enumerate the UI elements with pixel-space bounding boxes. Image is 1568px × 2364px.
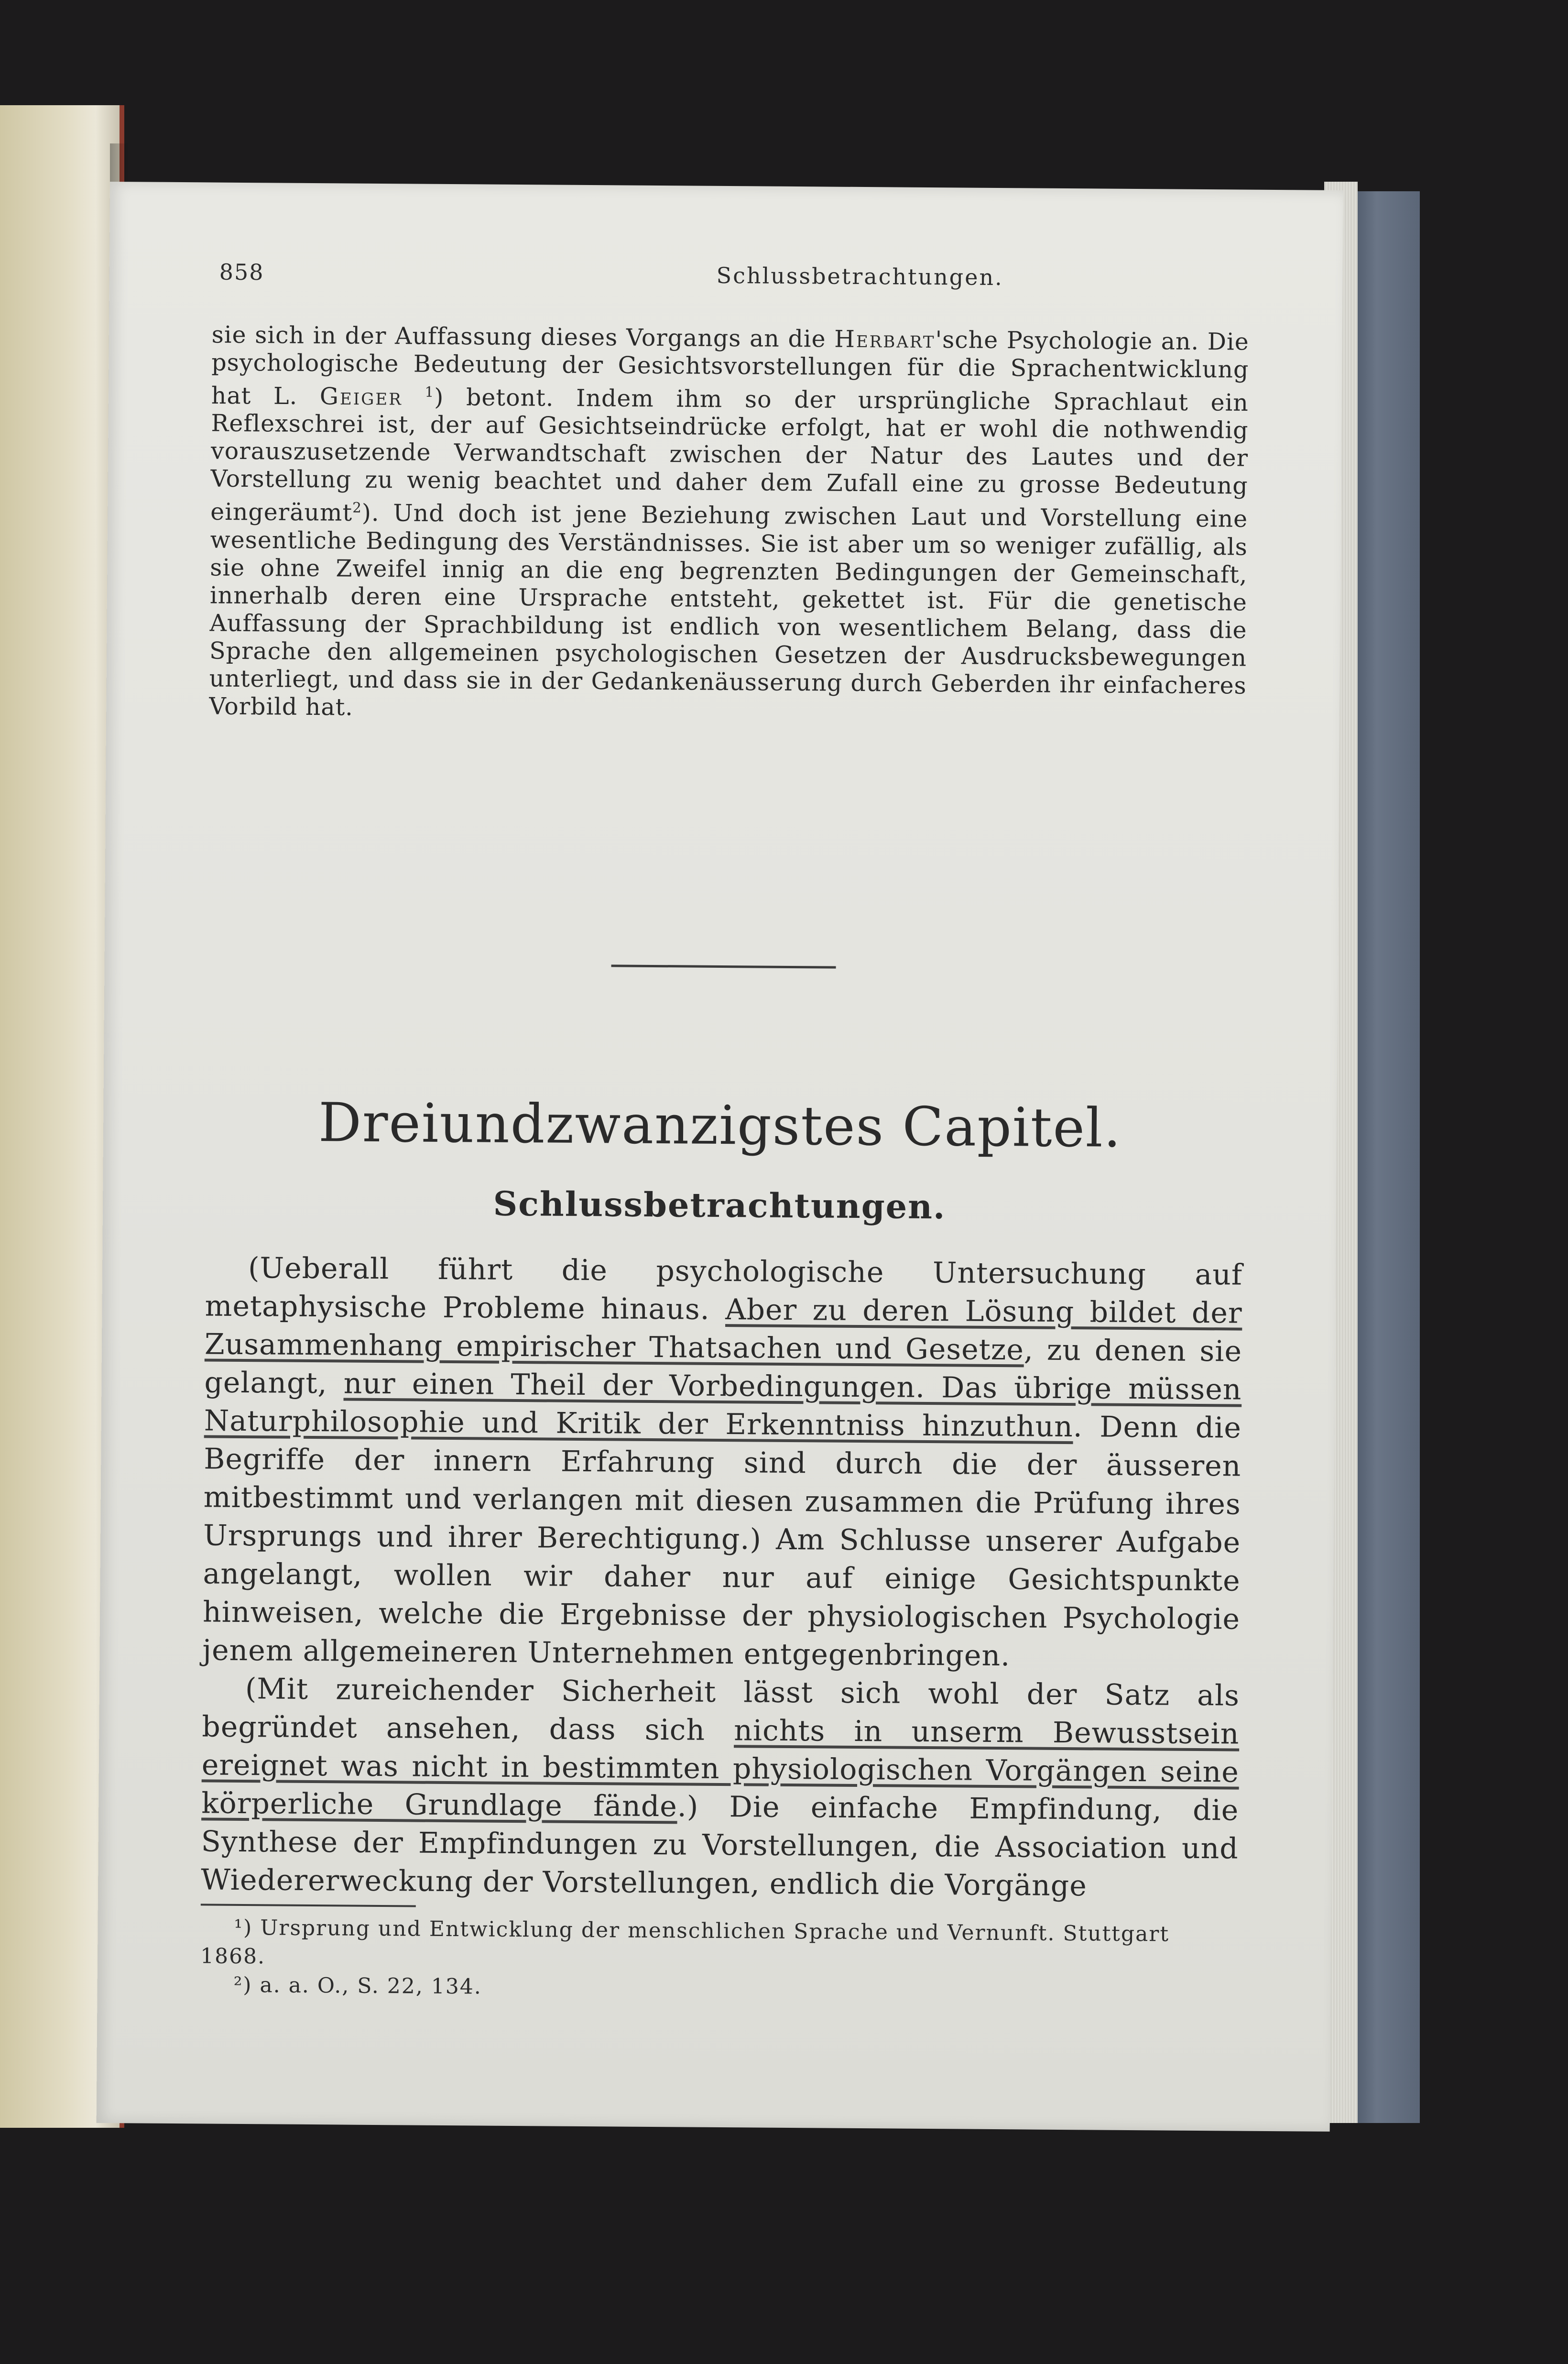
underlined-passage: nur einen Theil der Vorbedingungen. Das übrige müssen Naturphilosophie und Kritik der Erkenntniss hinzuthun (204, 1367, 1242, 1444)
chapter-title: Dreiundzwanzigstes Capitel. (318, 1092, 1122, 1160)
footnote-rule (201, 1904, 416, 1907)
paragraph-1 (202, 1248, 1242, 1676)
text-run: 'sche Psychologie an. Die psychologische Bedeutung der Gesichtsvorstellungen für die Sprachentwicklung hat L. (211, 326, 1249, 410)
footnote-1: ¹) Ursprung und Entwicklung der menschlichen Sprache und Vernunft. Stuttgart 1868. (200, 1915, 1170, 1969)
name-geiger: Geiger (319, 383, 403, 411)
text-run: (Ueberall führt die psychologische Untersuchung auf metaphysische Probleme hinaus. (205, 1251, 1243, 1327)
text-run: .) Die einfache Empfindung, die Synthese der Empfindungen zu Vorstellungen, die Association und Wiedererweckung der Vorstellungen, endlich die Vorgänge (200, 1790, 1239, 1903)
book-page (97, 182, 1343, 2132)
footnote-ref-2: 2 (352, 499, 362, 516)
text-run: ) betont. Indem ihm so der ursprüngliche Sprachlaut ein Reflexschrei ist, der auf Gesichtseindrücke erfolgt, hat er wohl die nothwendig vorauszusetzende Verwandtschaft zwischen der Natur des Lautes und der Vorstellung zu wenig beachtet und daher dem Zufall eine zu grosse Bedeutung eingeräumt (210, 383, 1249, 527)
running-title: Schlussbetrachtungen. (716, 262, 1003, 291)
page-number: 858 (219, 259, 264, 285)
text-run: . Denn die Begriffe der innern Erfahrung sind durch die der äusseren mitbestimmt und verlangen mit diesen zusammen die Prüfung ihres Ursprungs und ihrer Berechtigung.) Am Schlusse unserer Aufgabe angelangt, wollen wir daher nur auf einige Gesichtspunkte hinweisen, welche die Ergebnisse der physiologischen Psychologie jenem allgemeineren Unternehmen entgegenbringen. (202, 1410, 1242, 1673)
text-run: ). Und doch ist jene Beziehung zwischen Laut und Vorstellung eine wesentliche Bedingung des Verständnisses. Sie ist aber um so weniger zufällig, als sie ohne Zweifel innig an die eng begrenzten Bedingungen der Gemeinschaft, innerhalb deren eine Ursprache entsteht, gekettet ist. Für die genetische Auffassung der Sprachbildung ist endlich von wesentlichem Belang, dass die Sprache den allgemeinen psychologischen Gesetzen der Ausdrucksbewegungen unterliegt, und dass sie in der Gedankenäusserung durch Geberden ihr einfacheres Vorbild hat. (209, 499, 1248, 721)
paragraph-2 (201, 1669, 1240, 1906)
footnotes (200, 1913, 1238, 2006)
text-run: (Mit zureichender Sicherheit lässt sich wohl der Satz als begründet ansehen, dass sich (202, 1672, 1240, 1748)
chapter-body (201, 1248, 1242, 1906)
footnote-ref-1: 1 (425, 383, 435, 400)
running-head (219, 259, 1223, 292)
section-title: Schlussbetrachtungen. (493, 1183, 946, 1227)
continuation-paragraph (209, 321, 1249, 727)
text-run: , zu denen sie gelangt, (204, 1333, 1242, 1401)
section-divider-rule (611, 964, 836, 968)
underlined-passage: Aber zu deren Lösung bildet der Zusammenhang empirischer Thatsachen und Gesetze (204, 1293, 1242, 1367)
footnote-2: ²) a. a. O., S. 22, 134. (233, 1972, 482, 1999)
underlined-passage: nichts in unserm Bewusstsein ereignet was nicht in bestimmten physiologischen Vorgängen seine körperliche Grundlage fände (201, 1714, 1240, 1824)
text-run: sie sich in der Auffassung dieses Vorgangs an die (211, 321, 835, 353)
book-cover (1348, 191, 1420, 2123)
name-herbart: Herbart (834, 325, 936, 354)
